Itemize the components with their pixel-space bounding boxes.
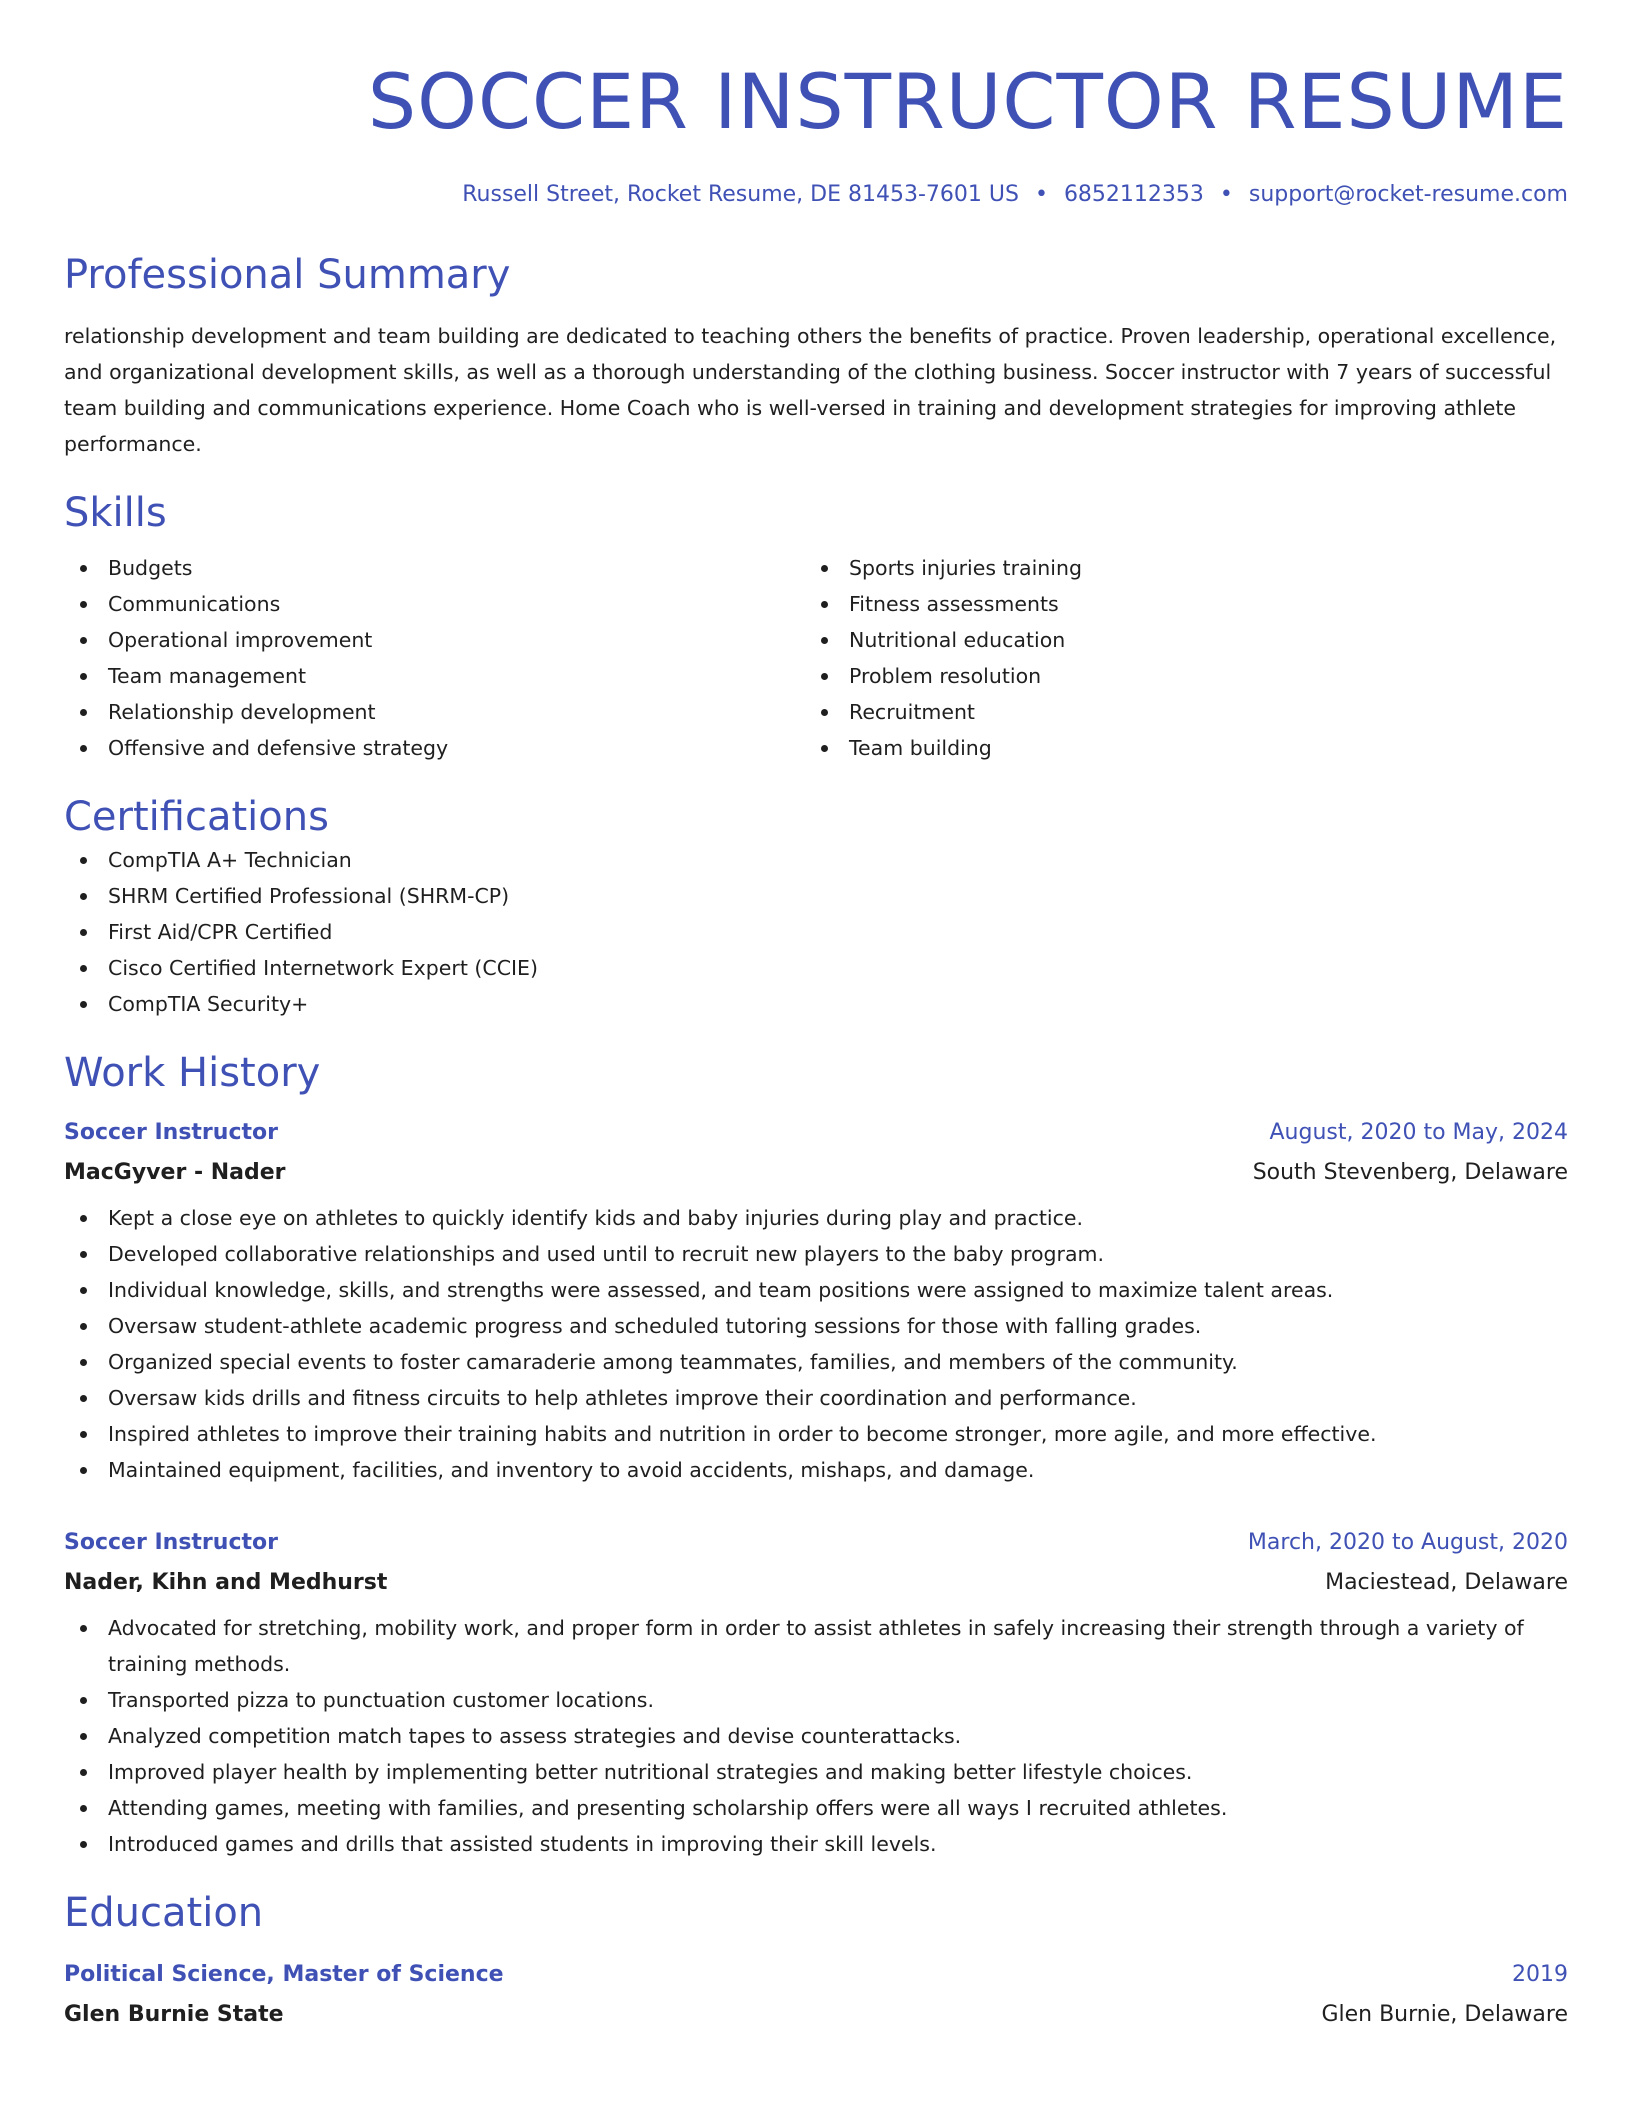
summary-text: relationship development and team building are dedicated to teaching others the benefits of practice. Proven leadership, operational excellence, and organizational development skills, as well as a thorough understanding of the clothing business. Soccer instructor with 7 years of successful team building and communications experience. Home Coach who is well-versed in training and development strategies for improving athlete performance. [64,324,1557,456]
education-school: Glen Burnie State [64,2002,284,2027]
section-title-education: Education [64,1890,264,1936]
skill-item: Operational improvement [64,622,805,658]
contact-line [64,180,1568,210]
job-duty: Transported pizza to punctuation customer locations. [64,1682,1568,1718]
job-duty: Maintained equipment, facilities, and inventory to avoid accidents, mishaps, and damage. [64,1452,1568,1488]
skill-item: Offensive and defensive strategy [64,730,805,766]
skill-item: Problem resolution [805,658,1546,694]
section-title-summary: Professional Summary [64,252,511,298]
job-duty: Inspired athletes to improve their training habits and nutrition in order to become stronger, more agile, and more effective. [64,1416,1568,1452]
job-header [64,1528,1568,1558]
education-degree: Political Science, Master of Science [64,1962,504,1987]
job-location: Maciestead, Delaware [1325,1570,1568,1595]
skill-item: Communications [64,586,805,622]
skills-list [64,550,1568,766]
contact-separator: • [1219,182,1233,207]
skill-item: Recruitment [805,694,1546,730]
certification-item: CompTIA A+ Technician [64,842,1568,878]
certifications-list [64,842,1568,1022]
certification-item: SHRM Certified Professional (SHRM-CP) [64,878,1568,914]
contact-separator: • [1034,182,1048,207]
contact-address: Russell Street, Rocket Resume, DE 81453-7601 US [462,182,1019,207]
skill-item: Budgets [64,550,805,586]
skills-column-right [805,550,1546,766]
section-title-certifications: Certifications [64,794,329,840]
job-duty: Kept a close eye on athletes to quickly identify kids and baby injuries during play and practice. [64,1200,1568,1236]
education-subheader [64,2000,1568,2030]
skills-column-left [64,550,805,766]
job-duty: Introduced games and drills that assisted students in improving their skill levels. [64,1826,1568,1862]
skill-item: Team building [805,730,1546,766]
job-employer: MacGyver - Nader [64,1160,286,1185]
job-role: Soccer Instructor [64,1120,278,1145]
education-entry [64,1960,1568,2030]
certification-item: CompTIA Security+ [64,986,1568,1022]
certification-item: Cisco Certified Internetwork Expert (CCIE) [64,950,1568,986]
job-subheader [64,1568,1568,1598]
contact-email: support@rocket-resume.com [1248,182,1568,207]
job-duty: Improved player health by implementing better nutritional strategies and making better lifestyle choices. [64,1754,1568,1790]
job-duties [64,1200,1568,1488]
job-dates: March, 2020 to August, 2020 [1247,1530,1568,1555]
job-duty: Advocated for stretching, mobility work, and proper form in order to assist athletes in safely increasing their strength through a variety of training methods. [64,1610,1568,1682]
job-duties [64,1610,1568,1862]
skill-item: Fitness assessments [805,586,1546,622]
skill-item: Sports injuries training [805,550,1546,586]
resume-title: SOCCER INSTRUCTOR RESUME [367,57,1568,146]
skill-item: Nutritional education [805,622,1546,658]
job-dates: August, 2020 to May, 2024 [1269,1120,1568,1145]
education-header [64,1960,1568,1990]
skill-item: Relationship development [64,694,805,730]
job-header [64,1118,1568,1148]
job-employer: Nader, Kihn and Medhurst [64,1570,388,1595]
job-role: Soccer Instructor [64,1530,278,1555]
skill-item: Team management [64,658,805,694]
section-title-skills: Skills [64,490,167,536]
job-duty: Organized special events to foster camaraderie among teammates, families, and members of the community. [64,1344,1568,1380]
job-duty: Analyzed competition match tapes to assess strategies and devise counterattacks. [64,1718,1568,1754]
contact-phone: 6852112353 [1063,182,1204,207]
job-duty: Developed collaborative relationships and used until to recruit new players to the baby program. [64,1236,1568,1272]
job-duty: Oversaw student-athlete academic progress and scheduled tutoring sessions for those with falling grades. [64,1308,1568,1344]
job-location: South Stevenberg, Delaware [1252,1160,1568,1185]
job-entry [64,1528,1568,1862]
job-duty: Individual knowledge, skills, and strengths were assessed, and team positions were assigned to maximize talent areas. [64,1272,1568,1308]
education-year: 2019 [1512,1962,1568,1987]
certification-item: First Aid/CPR Certified [64,914,1568,950]
job-subheader [64,1158,1568,1188]
job-duty: Attending games, meeting with families, and presenting scholarship offers were all ways I recruited athletes. [64,1790,1568,1826]
section-title-work-history: Work History [64,1050,321,1096]
job-entry [64,1118,1568,1488]
job-duty: Oversaw kids drills and fitness circuits to help athletes improve their coordination and performance. [64,1380,1568,1416]
education-location: Glen Burnie, Delaware [1321,2002,1568,2027]
